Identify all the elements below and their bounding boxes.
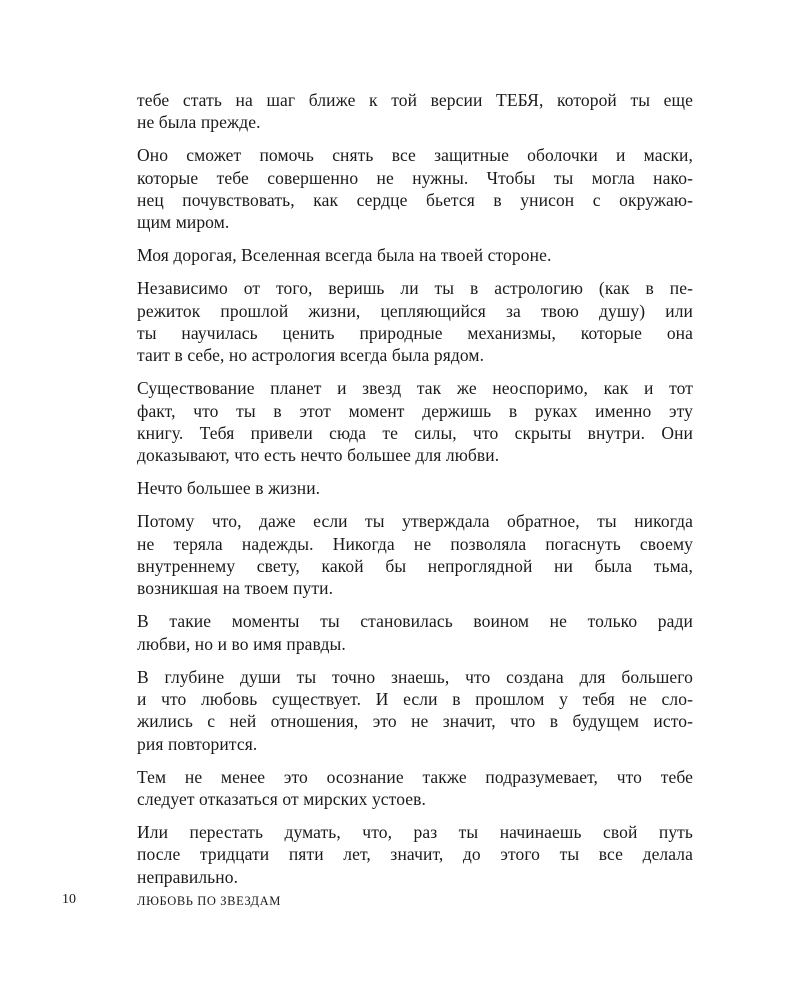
text-line: которые тебе совершенно не нужны. Чтобы ты могла нако-: [137, 167, 693, 188]
text-line: неправильно.: [137, 866, 239, 887]
page-footer: [62, 891, 362, 909]
text-line: жились с ней отношения, это не значит, что в будущем исто-: [137, 711, 693, 732]
text-line: после тридцати пяти лет, значит, до этого ты все делала: [137, 844, 693, 865]
paragraph: [137, 144, 693, 234]
paragraph: [137, 244, 693, 266]
text-line: Существование планет и звезд так же неоспоримо, как и тот: [137, 378, 693, 399]
paragraph: [137, 821, 693, 888]
text-line: книгу. Тебя привели сюда те силы, что скрыты внутри. Они: [137, 423, 693, 444]
text-line: внутреннему свету, какой бы непроглядной ни была тьма,: [137, 556, 693, 577]
text-line: не теряла надежды. Никогда не позволяла погаснуть своему: [137, 533, 693, 554]
body-text: [137, 89, 693, 899]
text-line: любви, но и во имя правды.: [137, 633, 346, 654]
text-line: таит в себе, но астрология всегда была рядом.: [137, 345, 485, 366]
running-title: ЛЮБОВЬ ПО ЗВЕЗДАМ: [137, 894, 282, 908]
text-line: В такие моменты ты становилась воином не только ради: [137, 611, 693, 632]
paragraph: [137, 277, 693, 367]
text-line: щим миром.: [137, 212, 230, 233]
text-line: Потому что, даже если ты утверждала обратное, ты никогда: [137, 511, 693, 532]
text-line: режиток прошлой жизни, цепляющийся за твою душу) или: [137, 300, 693, 321]
page-number: 10: [62, 892, 76, 907]
text-line: возникшая на твоем пути.: [137, 578, 334, 599]
text-line: доказывают, что есть нечто большее для любви.: [137, 445, 500, 466]
text-line: Тем не менее это осознание также подразумевает, что тебе: [137, 766, 693, 787]
text-line: рия повторится.: [137, 733, 258, 754]
paragraph: [137, 89, 693, 134]
text-line: Моя дорогая, Вселенная всегда была на твоей стороне.: [137, 245, 552, 266]
paragraph: [137, 510, 693, 600]
paragraph: [137, 666, 693, 756]
paragraph: [137, 610, 693, 655]
text-line: Оно сможет помочь снять все защитные оболочки и маски,: [137, 145, 693, 166]
paragraph: [137, 377, 693, 467]
text-line: В глубине души ты точно знаешь, что создана для большего: [137, 666, 693, 687]
text-line: следует отказаться от мирских устоев.: [137, 789, 426, 810]
text-line: Или перестать думать, что, раз ты начинаешь свой путь: [137, 821, 693, 842]
text-line: Нечто большее в жизни.: [137, 478, 321, 499]
text-line: Независимо от того, веришь ли ты в астрологию (как в пе-: [137, 278, 693, 299]
text-line: тебе стать на шаг ближе к той версии ТЕБЯ, которой ты еще: [137, 90, 693, 110]
text-line: ты научилась ценить природные механизмы, которые она: [137, 323, 693, 344]
text-line: факт, что ты в этот момент держишь в руках именно эту: [137, 400, 693, 421]
text-line: не была прежде.: [137, 112, 261, 133]
text-line: и что любовь существует. И если в прошлом у тебя не сло-: [137, 688, 693, 709]
paragraph: [137, 477, 693, 499]
text-line: нец почувствовать, как сердце бьется в унисон с окружаю-: [137, 190, 693, 211]
paragraph: [137, 766, 693, 811]
